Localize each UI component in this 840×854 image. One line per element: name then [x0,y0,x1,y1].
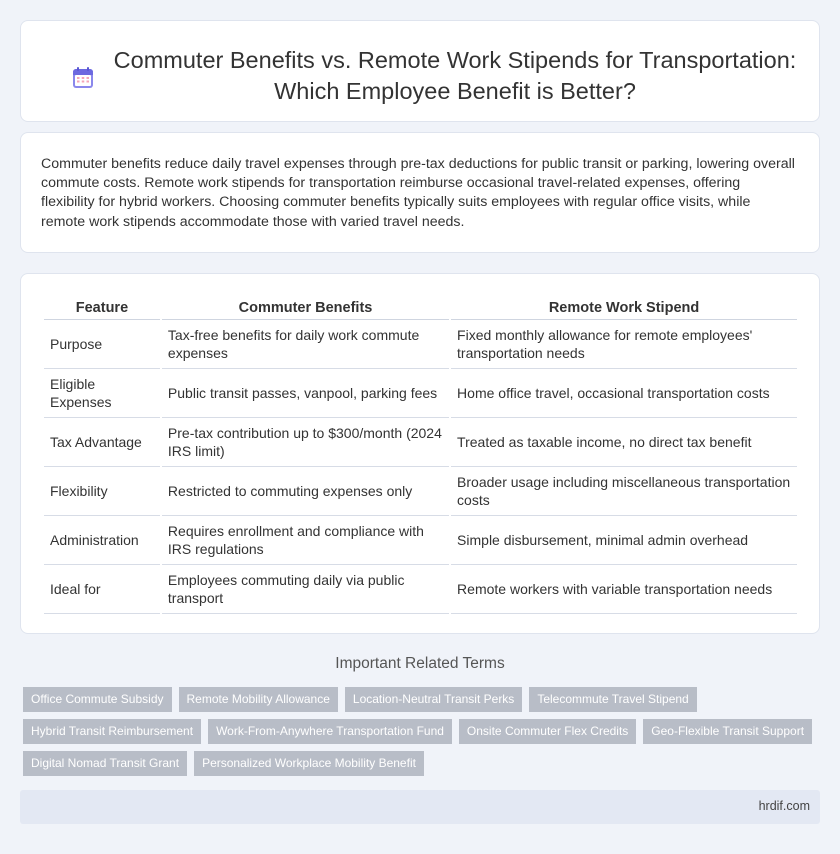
footer [20,790,820,824]
table-header-row [44,296,797,320]
related-term-tag[interactable]: Office Commute Subsidy [23,687,172,712]
column-header: Commuter Benefits [162,296,449,320]
header-card [20,20,820,122]
related-term-tag[interactable]: Remote Mobility Allowance [179,687,338,712]
commuter-cell: Pre-tax contribution up to $300/month (2024 IRS limit) [162,418,449,467]
table-row [44,565,797,614]
comparison-table [42,296,799,614]
related-term-tag[interactable]: Hybrid Transit Reimbursement [23,719,201,744]
table-row [44,467,797,516]
feature-cell: Flexibility [44,467,160,516]
related-term-tag[interactable]: Geo-Flexible Transit Support [643,719,812,744]
table-row [44,516,797,565]
comparison-card [20,273,820,634]
column-header: Remote Work Stipend [451,296,797,320]
tag-row [23,751,823,776]
feature-cell: Tax Advantage [44,418,160,467]
tag-row [23,719,823,744]
stipend-cell: Remote workers with variable transportation needs [451,565,797,614]
commuter-cell: Employees commuting daily via public transport [162,565,449,614]
related-term-tag[interactable]: Personalized Workplace Mobility Benefit [194,751,424,776]
stipend-cell: Broader usage including miscellaneous transportation costs [451,467,797,516]
stipend-cell: Home office travel, occasional transportation costs [451,369,797,418]
stipend-cell: Treated as taxable income, no direct tax benefit [451,418,797,467]
related-term-tag[interactable]: Location-Neutral Transit Perks [345,687,522,712]
stipend-cell: Simple disbursement, minimal admin overhead [451,516,797,565]
related-term-tag[interactable]: Digital Nomad Transit Grant [23,751,187,776]
related-term-tag[interactable]: Work-From-Anywhere Transportation Fund [208,719,452,744]
column-header: Feature [44,296,160,320]
intro-text: Commuter benefits reduce daily travel expenses through pre-tax deductions for public transit or parking, lowering overall commute costs. Remote work stipends for transportation reimburse occasional travel-related expenses, offering flexibility for hybrid workers. Choosing commuter benefits typically suits employees with regular office visits, while remote work stipends accommodate those with varied travel needs. [41,156,795,230]
related-terms [23,687,823,783]
related-term-tag[interactable]: Telecommute Travel Stipend [529,687,696,712]
feature-cell: Eligible Expenses [44,369,160,418]
related-terms-title: Important Related Terms [335,655,505,672]
tag-row [23,687,823,712]
intro-card [20,132,820,253]
table-row [44,320,797,369]
commuter-cell: Public transit passes, vanpool, parking fees [162,369,449,418]
related-term-tag[interactable]: Onsite Commuter Flex Credits [459,719,636,744]
table-row [44,369,797,418]
stipend-cell: Fixed monthly allowance for remote employees' transportation needs [451,320,797,369]
feature-cell: Administration [44,516,160,565]
feature-cell: Purpose [44,320,160,369]
page-title: Commuter Benefits vs. Remote Work Stipends for Transportation: Which Employee Benefit is Better? [113,47,797,104]
table-row [44,418,797,467]
commuter-cell: Requires enrollment and compliance with IRS regulations [162,516,449,565]
feature-cell: Ideal for [44,565,160,614]
commuter-cell: Restricted to commuting expenses only [162,467,449,516]
commuter-cell: Tax-free benefits for daily work commute expenses [162,320,449,369]
footer-site-link[interactable]: hrdif.com [758,799,810,813]
